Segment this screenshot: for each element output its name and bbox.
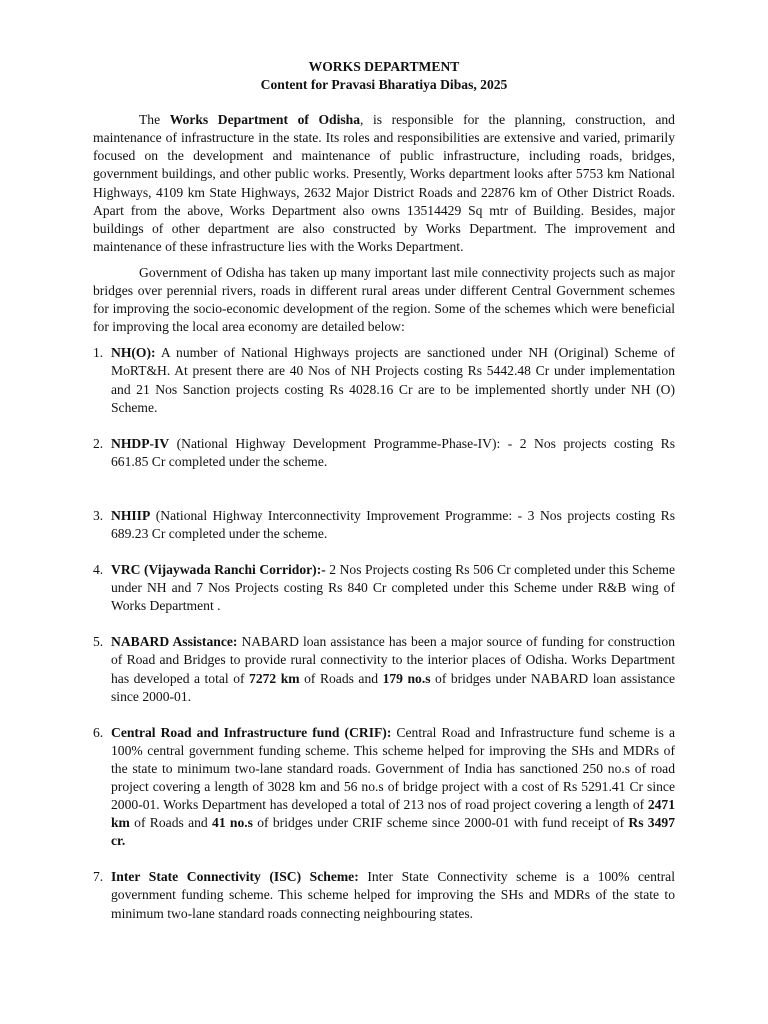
intro-org: Works Department of Odisha [169, 112, 361, 128]
item-number: 5. [93, 634, 104, 650]
item-figure: Rs 3497 cr. [111, 815, 675, 849]
page-subtitle: Content for Pravasi Bharatiya Dibas, 2025 [260, 77, 508, 93]
item-figure: 7272 km [249, 670, 300, 686]
item-text: Inter State Connectivity scheme is a 100% central government funding scheme. This scheme helped for improving the SHs and MDRs of the state to minimum two-lane standard roads connecting neighbouring states. [111, 869, 675, 921]
item-text: 2 Nos Projects costing Rs 506 Cr completed under this Scheme under NH and 7 Nos Projects costing Rs 840 Cr completed under this Scheme under R&B wing of Works Department . [111, 562, 676, 614]
item-text: of bridges under CRIF scheme since 2000-01 with fund receipt of [252, 815, 629, 831]
item-text: Central Road and Infrastructure fund scheme is a 100% central government funding scheme. This scheme helped for improving the SHs and MDRs of the state to minimum two-lane standard roads. Government of India has sanctioned 250 no.s of road project covering a length of 3028 km and 56 no.s of bridge project with a cost of Rs 5291.41 Cr since 2000-01. Works Department has developed a total of 213 nos of road project covering a length of [111, 724, 675, 813]
list-item [93, 344, 675, 416]
item-text: of bridges under NABARD loan assistance since 2000-01. [111, 670, 675, 704]
document-page [93, 58, 675, 923]
scheme-list [93, 344, 675, 922]
list-item [93, 561, 675, 615]
list-item [93, 724, 675, 851]
item-text: of Roads and [299, 670, 383, 686]
item-text: NABARD loan assistance has been a major source of funding for construction of Road and Bridges to provide rural connectivity to the interior places of Odisha. Works Department has developed a total of [111, 634, 676, 686]
schemes-paragraph: Government of Odisha has taken up many important last mile connectivity projects such as major bridges over perennial rivers, roads in different rural areas under different Central Government schemes for improving the socio-economic development of the region. Some of the schemes which were beneficial for improving the local area economy are detailed below: [93, 264, 675, 335]
item-figure: 41 no.s [212, 815, 253, 831]
item-number: 6. [93, 724, 104, 740]
item-text: (National Highway Interconnectivity Improvement Programme: - 3 Nos projects costing Rs 689.23 Cr completed under the scheme. [111, 507, 675, 541]
item-number: 7. [93, 869, 104, 885]
page-title: WORKS DEPARTMENT [308, 59, 460, 74]
intro-lead: The [139, 112, 170, 128]
list-item [93, 507, 675, 543]
item-heading: NHIIP [111, 507, 151, 523]
item-number: 3. [93, 507, 104, 523]
item-figure: 2471 km [111, 797, 675, 831]
item-number: 2. [93, 435, 104, 451]
item-heading: NHDP-IV [111, 435, 170, 451]
item-heading: NH(O): [111, 345, 156, 361]
item-number: 4. [93, 562, 104, 578]
intro-body: , is responsible for the planning, construction, and maintenance of infrastructure in the state. Its roles and responsibilities are extensive and varied, primarily focused on the development and maintenance of public infrastructure, including roads, bridges, government buildings, and other public works. Presently, Works department looks after 5753 km National Highways, 4109 km State Highways, 2632 Major District Roads and 22876 km of Other District Roads. Apart from the above, Works Department also owns 13514429 Sq mtr of Building. Besides, major buildings of other department are also constructed by Works Department. The improvement and maintenance of these infrastructure lies with the Works Department. [93, 112, 675, 254]
list-item [93, 633, 675, 705]
item-text: of Roads and [129, 815, 213, 831]
list-item [93, 435, 675, 471]
item-number: 1. [93, 345, 104, 361]
intro-paragraph [93, 111, 675, 256]
item-heading: VRC (Vijaywada Ranchi Corridor):- [111, 562, 326, 578]
item-text: A number of National Highways projects are sanctioned under NH (Original) Scheme of MoRT&H. At present there are 40 Nos of NH Projects costing Rs 5442.48 Cr under implementation and 21 Nos Sanction projects costing Rs 4028.16 Cr are to be implemented shortly under NH (O) Scheme. [111, 345, 675, 415]
item-text: (National Highway Development Programme-Phase-IV): - 2 Nos projects costing Rs 661.85 Cr completed under the scheme. [111, 435, 675, 469]
item-heading: Central Road and Infrastructure fund (CRIF): [111, 724, 392, 740]
list-item [93, 868, 675, 922]
item-figure: 179 no.s [382, 670, 431, 686]
item-heading: NABARD Assistance: [111, 634, 238, 650]
item-heading: Inter State Connectivity (ISC) Scheme: [111, 869, 359, 885]
